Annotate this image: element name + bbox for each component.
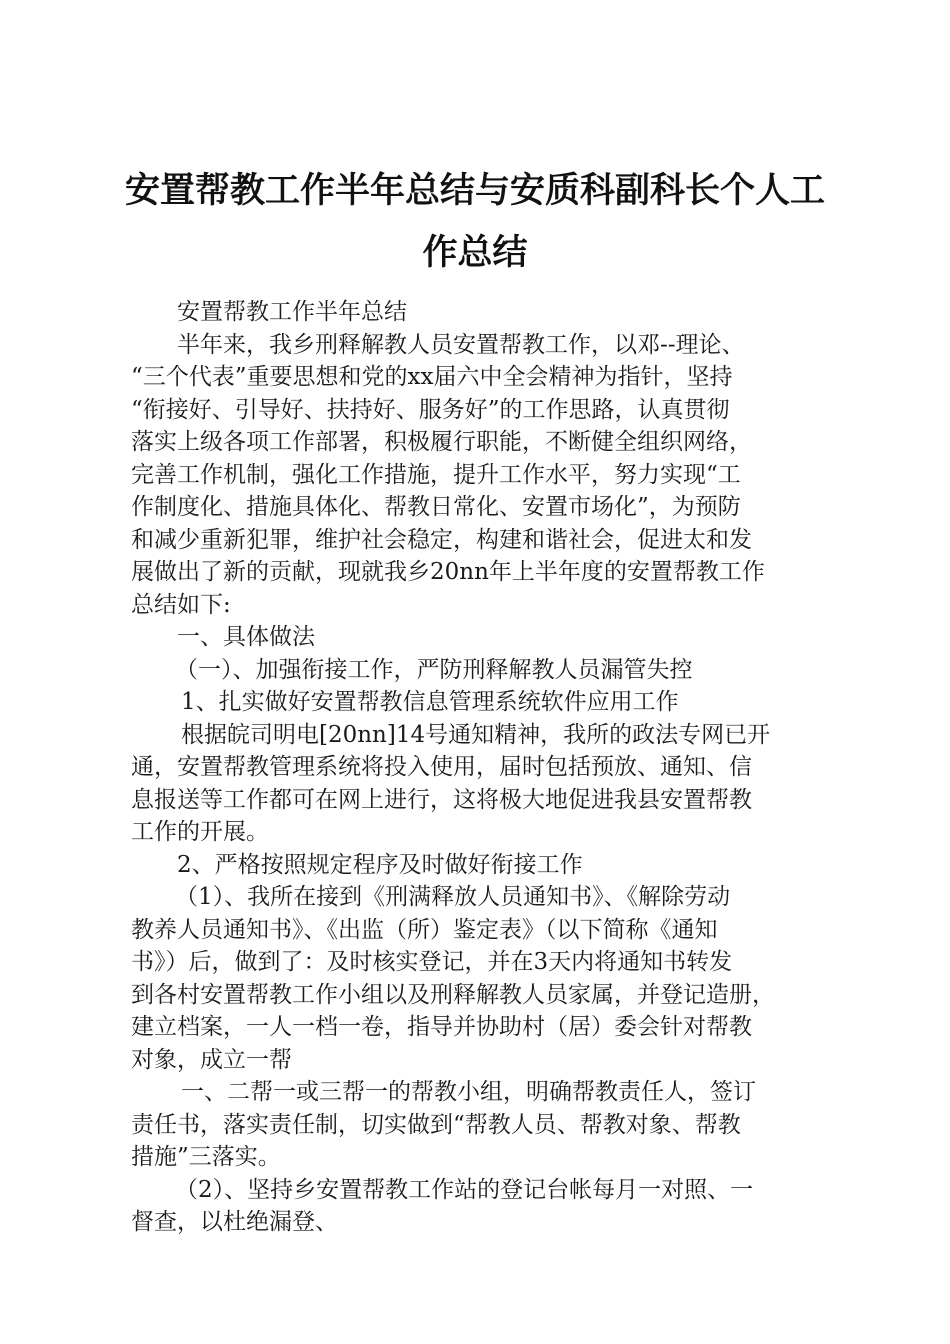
body-line: 措施”三落实。 — [131, 1144, 281, 1170]
body-line: 总结如下: — [131, 591, 231, 618]
body-line: 根据皖司明电[20nn]14号通知精神，我所的政法专网已开 — [181, 721, 771, 748]
body-line: 教养人员通知书》、《出监（所）鉴定表》（以下简称《通知 — [131, 916, 718, 943]
body-line: 落实上级各项工作部署，积极履行职能，不断健全组织网络， — [131, 429, 752, 455]
body-line: 一、二帮一或三帮一的帮教小组，明确帮教责任人，签订 — [181, 1079, 756, 1105]
title-line: 作总结 — [422, 233, 528, 273]
section-heading: 一、具体做法 — [177, 624, 315, 650]
body-line: 建立档案，一人一档一卷，指导并协助村（居）委会针对帮教 — [131, 1014, 752, 1040]
title-line: 安置帮教工作半年总结与安质科副科长个人工 — [124, 171, 825, 211]
body-line: 展做出了新的贡献，现就我乡20nn年上半年度的安置帮教工作 — [131, 559, 765, 585]
body-line: 息报送等工作都可在网上进行，这将极大地促进我县安置帮教 — [131, 786, 752, 813]
body-line: 半年来，我乡刑释解教人员安置帮教工作，以邓--理论、 — [177, 331, 745, 358]
body-line: 完善工作机制，强化工作措施，提升工作水平，努力实现“工 — [131, 461, 741, 488]
body-line: 工作的开展。 — [131, 819, 269, 845]
body-line: （1）、我所在接到《刑满释放人员通知书》、《解除劳动 — [175, 884, 731, 910]
body-line: 督查，以杜绝漏登、 — [131, 1209, 338, 1235]
item-heading: 1、扎实做好安置帮教信息管理系统软件应用工作 — [181, 689, 679, 715]
body-line: 对象，成立一帮 — [131, 1046, 292, 1073]
body-line: 作制度化、措施具体化、帮教日常化、安置市场化”，为预防 — [131, 494, 741, 520]
body-line: “三个代表”重要思想和党的xx届六中全会精神为指针，坚持 — [131, 364, 733, 390]
subsection-heading: （一）、加强衔接工作，严防刑释解教人员漏管失控 — [175, 656, 693, 683]
body-line: 到各村安置帮教工作小组以及刑释解教人员家属，并登记造册， — [131, 981, 775, 1008]
document-title — [110, 160, 840, 284]
body-line: （2）、坚持乡安置帮教工作站的登记台帐每月一对照、一 — [175, 1176, 754, 1203]
body-line: 书》）后，做到了：及时核实登记，并在3天内将通知书转发 — [131, 949, 733, 975]
body-line: 和减少重新犯罪，维护社会稳定，构建和谐社会，促进太和发 — [131, 526, 752, 553]
body-line: “衔接好、引导好、扶持好、服务好”的工作思路，认真贯彻 — [131, 396, 730, 423]
item-heading: 2、严格按照规定程序及时做好衔接工作 — [177, 851, 583, 878]
body-line: 通，安置帮教管理系统将投入使用，届时包括预放、通知、信 — [131, 754, 752, 780]
body-line: 安置帮教工作半年总结 — [177, 299, 407, 325]
body-line: 责任书，落实责任制，切实做到“帮教人员、帮教对象、帮教 — [131, 1111, 741, 1138]
document-body — [131, 296, 831, 1239]
